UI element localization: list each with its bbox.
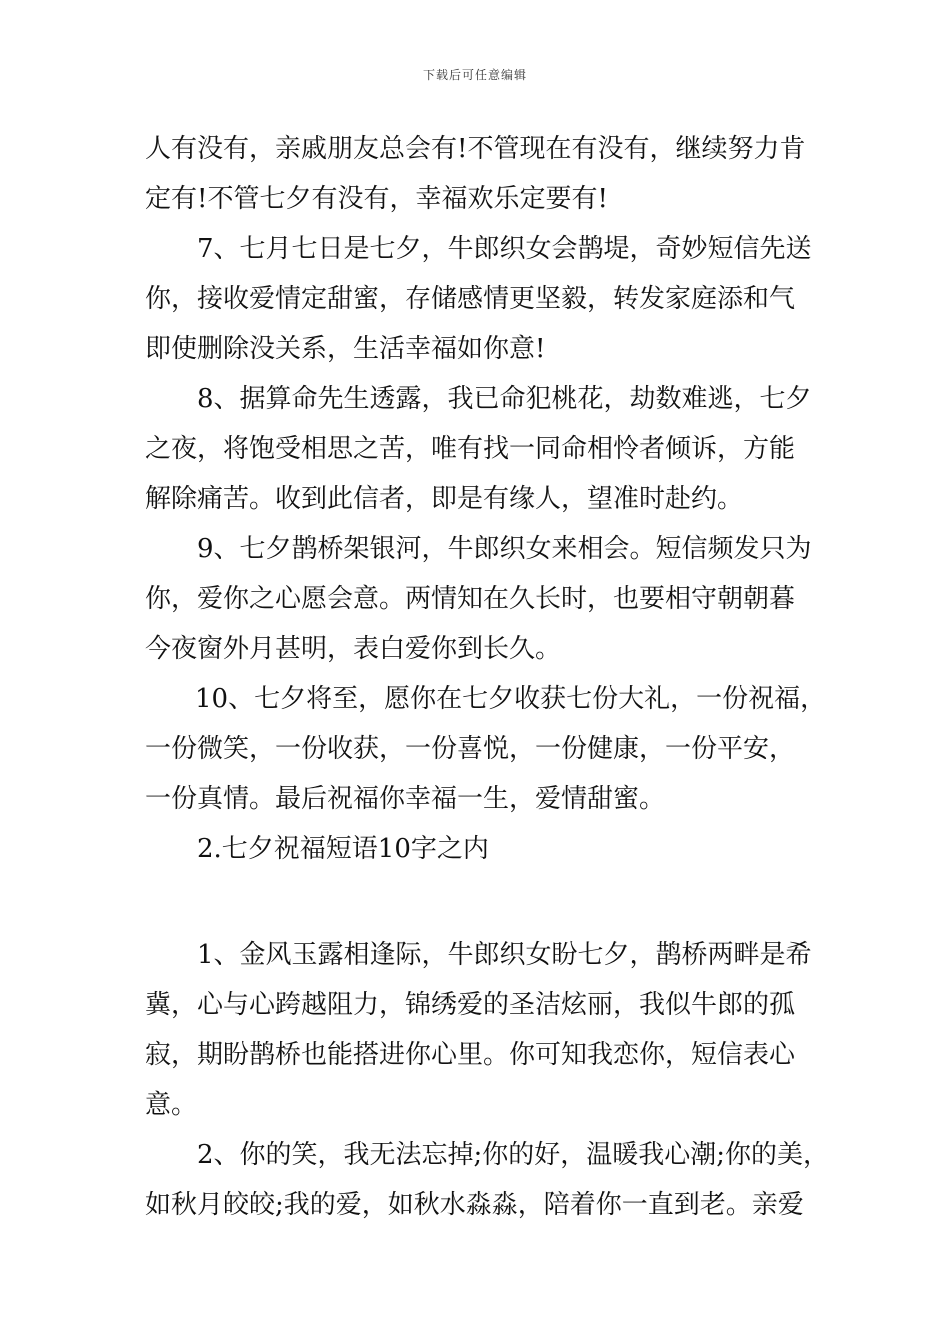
text-line: 解除痛苦。收到此信者，即是有缘人，望准时赴约。 xyxy=(145,484,744,514)
text-line: 你，接收爱情定甜蜜，存储感情更坚毅，转发家庭添和气 xyxy=(145,284,796,314)
text-line: 一份微笑，一份收获，一份喜悦，一份健康，一份平安， xyxy=(145,734,796,764)
text-line: 如秋月皎皎;我的爱，如秋水淼淼，陪着你一直到老。亲爱 xyxy=(145,1190,804,1220)
page-header: 下载后可任意编辑 xyxy=(422,68,527,82)
text-line: 8、据算命先生透露，我已命犯桃花，劫数难逃，七夕 xyxy=(197,384,812,414)
text-line: 寂，期盼鹊桥也能搭进你心里。你可知我恋你，短信表心 xyxy=(145,1040,796,1070)
text-line: 9、七夕鹊桥架银河，牛郎织女来相会。短信频发只为 xyxy=(197,534,812,564)
text-line: 1、金风玉露相逢际，牛郎织女盼七夕，鹊桥两畔是希 xyxy=(197,940,812,970)
document-body xyxy=(145,124,845,1230)
text-line: 人有没有，亲戚朋友总会有!不管现在有没有，继续努力肯 xyxy=(145,134,806,164)
text-line: 你，爱你之心愿会意。两情知在久长时，也要相守朝朝暮 xyxy=(145,584,796,614)
paragraph-gap xyxy=(145,874,845,930)
text-line: 7、七月七日是七夕，牛郎织女会鹊堤，奇妙短信先送 xyxy=(197,234,812,264)
text-line: 意。 xyxy=(145,1090,198,1120)
text-line: 即使删除没关系，生活幸福如你意! xyxy=(145,334,546,364)
text-line: 冀，心与心跨越阻力，锦绣爱的圣洁炫丽，我似牛郎的孤 xyxy=(145,990,796,1020)
text-line: 之夜，将饱受相思之苦，唯有找一同命相怜者倾诉，方能 xyxy=(145,434,796,464)
text-line: 一份真情。最后祝福你幸福一生，爱情甜蜜。 xyxy=(145,784,666,814)
text-line: 10、七夕将至，愿你在七夕收获七份大礼，一份祝福， xyxy=(195,684,827,714)
text-line: 定有!不管七夕有没有，幸福欢乐定要有! xyxy=(145,184,608,214)
text-line: 2、你的笑，我无法忘掉;你的好，温暖我心潮;你的美， xyxy=(197,1140,830,1170)
section-heading: 2.七夕祝福短语10字之内 xyxy=(197,834,489,864)
text-line: 今夜窗外月甚明，表白爱你到长久。 xyxy=(145,634,562,664)
